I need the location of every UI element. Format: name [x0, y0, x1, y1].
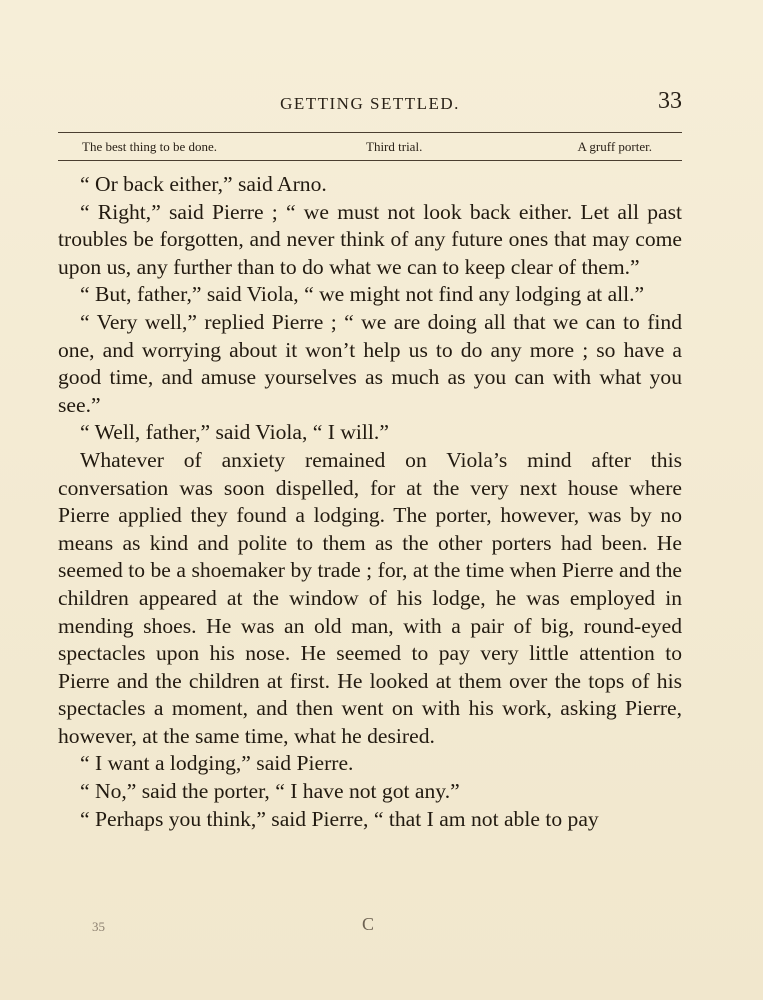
topic-line: [82, 139, 652, 157]
paragraph: “ Perhaps you think,” said Pierre, “ that I am not able to pay: [80, 806, 599, 831]
page-number: 33: [658, 88, 682, 114]
topic-1: The best thing to be done.: [82, 139, 218, 154]
paragraph: “ Or back either,” said Arno.: [80, 172, 327, 196]
running-head: [58, 88, 682, 116]
paragraph: “ Right,” said Pierre ; “ we must not look back either. Let all past troubles be forgotten, and never think of any future ones that may come upon us, any further than to do what we can to keep clear of them.”: [58, 199, 682, 279]
topic-2: Third trial.: [366, 139, 423, 154]
topic-3: A gruff porter.: [577, 139, 652, 154]
paragraph: “ No,” said the porter, “ I have not got any.”: [80, 779, 460, 804]
header-rule-bottom: [58, 160, 682, 161]
paragraph: “ But, father,” said Viola, “ we might not find any lodging at all.”: [80, 282, 645, 307]
header-rule-top: [58, 132, 682, 133]
signature-mark: C: [362, 914, 375, 934]
paragraph: “ I want a lodging,” said Pierre.: [80, 751, 354, 776]
body-text: [58, 171, 682, 833]
signature-number: 35: [92, 919, 105, 934]
chapter-title: GETTING SETTLED.: [280, 94, 460, 113]
paragraph: “ Well, father,” said Viola, “ I will.”: [80, 420, 389, 445]
paragraph: “ Very well,” replied Pierre ; “ we are doing all that we can to find one, and worrying about it won’t help us to do any more ; so have a good time, and amuse yourselves as much as you can with what you see.”: [58, 309, 682, 417]
paragraph: Whatever of anxiety remained on Viola’s mind after this conversation was soon dispelled, for at the very next house where Pierre applied they found a lodging. The porter, however, was by no means as kind and polite to them as the other porters had been. He seemed to be a shoemaker by trade ; for, at the time when Pierre and the children appeared at the window of his lodge, he was employed in mending shoes. He was an old man, with a pair of big, round-eyed spectacles upon his nose. He seemed to pay very little attention to Pierre and the children at first. He looked at them over the tops of his spectacles a moment, and then went on with his work, asking Pierre, however, at the same time, what he desired.: [58, 447, 682, 748]
